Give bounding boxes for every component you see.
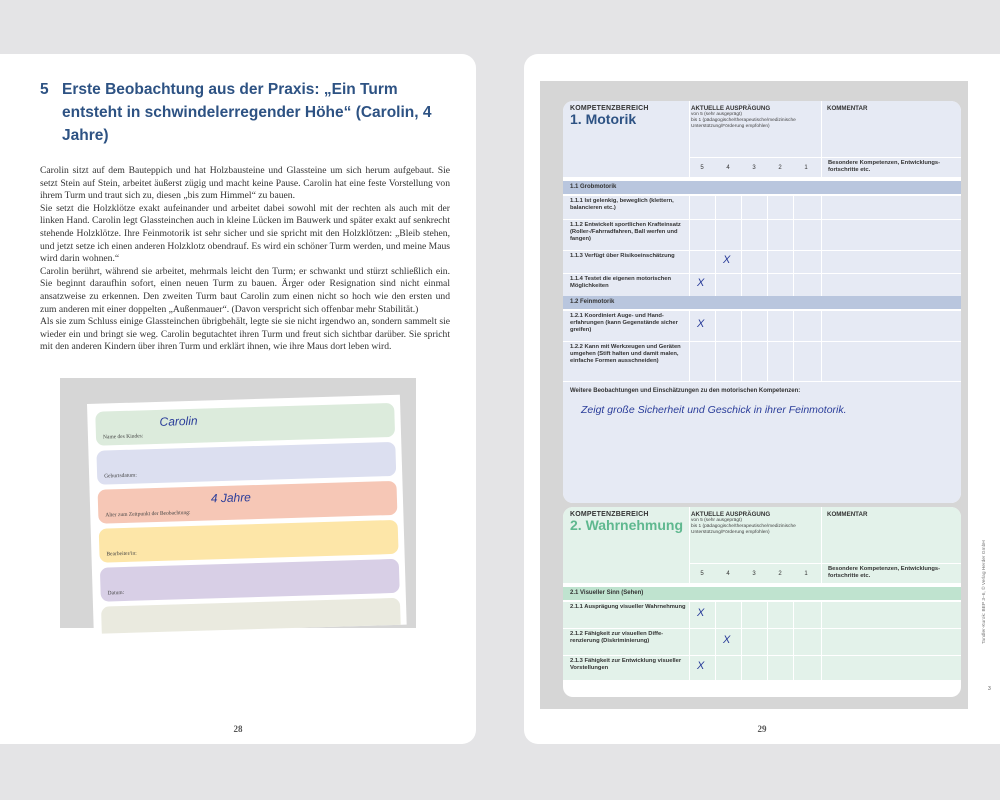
- side-number: 3: [988, 686, 991, 692]
- scale-row: [689, 157, 961, 178]
- rating-mark: X: [697, 660, 705, 672]
- kommentar-header: KOMMENTAR: [827, 105, 868, 112]
- comment-cell: [821, 196, 961, 219]
- rating-cell: [715, 602, 741, 628]
- paragraph: Als sie zum Schluss einige Glassteinchen übrigbehält, legte sie sie nicht irgendwo an, sondern sammelt sie wieder ein und bringt sie weg. Carolin begutachtet ihren Turm und freut sich sichtbar darüber. Sie spricht mit den anderen Kindern über ihren Turm und erklärt ihnen, wie ihre Maus dort leben wird.: [40, 316, 450, 353]
- worksheet-motorik: [563, 101, 961, 503]
- chapter-heading: [40, 78, 450, 147]
- item-row: [563, 601, 961, 628]
- rating-cell: [741, 274, 767, 296]
- comment-cell: [821, 602, 961, 628]
- rating-cells: [689, 656, 961, 680]
- kompetenzbereich-title: 2. Wahrnehmung: [570, 517, 684, 533]
- besondere-label: Besondere Kompetenzen, Entwicklungsfortschritte etc.: [828, 160, 941, 173]
- item-row: [563, 655, 961, 680]
- rating-cell: [767, 196, 793, 219]
- rating-cell: [715, 196, 741, 219]
- form-field-label: Geburtsdatum:: [104, 472, 137, 480]
- auspraegung-scale-top: von 5 (sehr ausgeprägt): [691, 112, 742, 117]
- scale-value: 2: [778, 571, 782, 577]
- item-label: 1.2.1 Koordiniert Auge- und Handerfahrungen (kann Gegenstände sicher greifen): [570, 313, 678, 333]
- scale-value: 1: [804, 165, 808, 171]
- rating-mark: X: [697, 607, 705, 619]
- item-row: [563, 310, 961, 341]
- rating-cell: [793, 196, 819, 219]
- item-row: [563, 195, 961, 219]
- form-field-label: Alter zum Zeitpunkt der Beobachtung:: [105, 509, 191, 519]
- rating-cell: [741, 342, 767, 381]
- scale-value: 4: [726, 571, 730, 577]
- rating-cells: [689, 311, 961, 341]
- comment-cell: [821, 629, 961, 655]
- rating-cells: [689, 629, 961, 655]
- item-label: 1.1.4 Testet die eigenen motorischen Möglichkeiten: [570, 276, 672, 289]
- rating-cells: [689, 602, 961, 628]
- rating-cell: [793, 602, 819, 628]
- page-number-left: 28: [233, 724, 243, 734]
- item-label: 1.1.2 Entwickelt sportlichen Krafteinsatz (Roller-/Fahrradfahren, Ball werfen und fangen): [570, 222, 681, 242]
- item-row: [563, 273, 961, 296]
- rating-cell: [689, 220, 715, 250]
- rating-cell: [741, 656, 767, 680]
- form-row: [96, 442, 396, 485]
- rating-cell: [741, 629, 767, 655]
- kompetenzbereich-title: 1. Motorik: [570, 111, 637, 127]
- rating-cell: [741, 602, 767, 628]
- rating-cells: [689, 274, 961, 296]
- rating-mark: X: [697, 318, 705, 330]
- rating-cell: [767, 656, 793, 680]
- rating-cell: [793, 656, 819, 680]
- rating-cells: [689, 196, 961, 219]
- rating-cell: [689, 196, 715, 219]
- handwritten-note: Zeigt große Sicherheit und Geschick in ihrer Feinmotorik.: [581, 404, 847, 416]
- item-row: [563, 628, 961, 655]
- rating-cells: [689, 342, 961, 381]
- besondere-label: Besondere Kompetenzen, Entwicklungsfortschritte etc.: [828, 566, 941, 579]
- rating-cell: [793, 220, 819, 250]
- auspraegung-header: [691, 105, 821, 130]
- item-label: 2.1.1 Ausprägung visueller Wahrnehmung: [570, 604, 686, 610]
- kompetenzbereich-label: KOMPETENZBEREICH: [570, 105, 649, 112]
- chapter-title: Erste Beobachtung aus der Praxis: „Ein Turm entsteht in schwindelerregender Höhe“ (Carolin, 4 Jahre): [62, 81, 432, 144]
- comment-cell: [821, 220, 961, 250]
- rating-mark: X: [697, 277, 705, 289]
- rating-cell: [767, 251, 793, 273]
- section-bar: 1.1 Grobmotorik: [563, 181, 961, 194]
- comment-cell: [821, 342, 961, 381]
- rating-cell: [715, 220, 741, 250]
- rating-cell: [793, 251, 819, 273]
- scale-value: 4: [726, 165, 730, 171]
- section-bar: 1.2 Feinmotorik: [563, 296, 961, 309]
- scale-value: 1: [804, 571, 808, 577]
- comment-cell: [821, 274, 961, 296]
- paragraph: Carolin berührt, während sie arbeitet, mehrmals leicht den Turm; er schwankt und stürzt schließlich ein. Sie beginnt daraufhin sofort, einen neuen Turm zu bauen. Ärger oder Resignation sind nicht einmal ansatzweise zu erkennen. Den zweiten Turm baut Carolin zum einen nicht so hoch wie den ersten und zum anderen mit einer doppelten „Außenmauer“. (Davon verspricht sich offenbar mehr Stabilität.): [40, 265, 450, 315]
- worksheet-photo: [540, 81, 968, 709]
- section-bar: 2.1 Visueller Sinn (Sehen): [563, 587, 961, 600]
- rating-cells: [689, 220, 961, 250]
- worksheet-wahrnehmung: [563, 507, 961, 697]
- scale-value: 5: [700, 571, 704, 577]
- rating-cell: [793, 342, 819, 381]
- rating-cell: [767, 629, 793, 655]
- item-label: 1.2.2 Kann mit Werkzeugen und Geräten umgehen (Stift halten und damit malen, einfache Formen ausschneiden): [570, 344, 681, 364]
- form-row: [100, 559, 400, 602]
- chapter-number: 5: [40, 81, 49, 98]
- form-row: [98, 481, 398, 524]
- form-field-label: Datum:: [107, 589, 125, 597]
- weitere-label: Weitere Beobachtungen und Einschätzungen zu den motorischen Kompetenzen:: [570, 388, 801, 394]
- auspraegung-scale-bottom: bis 1 (pädagogische/therapeutische/medizinische Unterstützung/Förderung empfohlen): [691, 118, 796, 129]
- rating-cell: [741, 220, 767, 250]
- rating-cell: [767, 220, 793, 250]
- form-field-label: Bearbeiter/in:: [106, 550, 137, 558]
- child-info-form: [87, 395, 407, 634]
- rating-cell: [715, 274, 741, 296]
- item-row: [563, 219, 961, 250]
- scale-value: 2: [778, 165, 782, 171]
- rating-cell: [741, 311, 767, 341]
- observation-text: [40, 165, 450, 354]
- comment-cell: [821, 251, 961, 273]
- rating-cell: [715, 656, 741, 680]
- sheet-header: [563, 101, 961, 178]
- auspraegung-title: AKTUELLE AUSPRÄGUNG: [691, 105, 771, 112]
- weitere-beobachtungen: [563, 381, 961, 503]
- kompetenzbereich-label: KOMPETENZBEREICH: [570, 511, 649, 518]
- rating-cell: [741, 251, 767, 273]
- scale-value: 3: [752, 571, 756, 577]
- form-row: [99, 520, 399, 563]
- rating-mark: X: [723, 634, 731, 646]
- sheet-header: [563, 507, 961, 584]
- paragraph: Carolin sitzt auf dem Bauteppich und hat Holzbausteine und Glassteine um sich herum aufgebaut. Sie setzt Stein auf Stein, arbeitet äußerst zügig und macht keine Pause. Carolin hat eine feste Vorstellung von ihrem Turm und traut sich zu, diesen „bis zum Himmel“ zu bauen.: [40, 165, 450, 202]
- item-label: 1.1.3 Verfügt über Risikoeinschätzung: [570, 253, 675, 259]
- rating-cell: [689, 342, 715, 381]
- rating-cell: [793, 311, 819, 341]
- kompetenzbereich-block: [570, 511, 683, 533]
- rating-cell: [767, 342, 793, 381]
- scale-value: 5: [700, 165, 704, 171]
- rating-cell: [767, 274, 793, 296]
- rating-cells: [689, 251, 961, 273]
- form-photo: [60, 378, 416, 628]
- auspraegung-scale-bottom: bis 1 (pädagogische/therapeutische/medizinische Unterstützung/Förderung empfohlen): [691, 524, 796, 535]
- page-number-right: 29: [757, 724, 767, 734]
- form-field-value: 4 Jahre: [210, 490, 252, 506]
- kompetenzbereich-block: [570, 105, 649, 127]
- auspraegung-title: AKTUELLE AUSPRÄGUNG: [691, 511, 771, 518]
- form-field-value: Carolin: [159, 413, 198, 429]
- scale-row: [689, 563, 961, 584]
- right-page: [524, 54, 1000, 744]
- side-credit: Tandler-Kurok: BEP 3–6, © Verlag Herder GmbH: [982, 540, 987, 644]
- scale-value: 3: [752, 165, 756, 171]
- item-label: 2.1.2 Fähigkeit zur visuellen Differenzierung (Diskriminierung): [570, 631, 664, 644]
- rating-cell: [741, 196, 767, 219]
- item-label: 2.1.3 Fähigkeit zur Entwicklung visueller Vorstellungen: [570, 658, 682, 671]
- form-field-label: Name des Kindes:: [102, 433, 144, 441]
- rating-cell: [767, 311, 793, 341]
- rating-cell: [689, 629, 715, 655]
- comment-cell: [821, 311, 961, 341]
- auspraegung-header: [691, 511, 821, 536]
- rating-cell: [715, 311, 741, 341]
- rating-cell: [793, 629, 819, 655]
- form-row: [95, 403, 395, 446]
- rating-cell: [689, 251, 715, 273]
- rating-cell: [793, 274, 819, 296]
- paragraph: Sie setzt die Holzklötze exakt aufeinander und arbeitet dabei sowohl mit der rechten als auch mit der linken Hand. Carolin legt Glassteinchen auch in kleine Lücken im Bauwerk und später exakt auf senkrecht stehende Holzklötze. Ihre Feinmotorik ist sehr sicher und sie spricht mit den Holzklötzen: „Bleib stehen, und jetzt setze ich einen anderen Holzklotz obendrauf. Es wird ein schöner Turm werden, und meine Maus wird darin wohnen.“: [40, 202, 450, 265]
- rating-cell: [767, 602, 793, 628]
- item-label: 1.1.1 Ist gelenkig, beweglich (klettern, balancieren etc.): [570, 198, 674, 211]
- item-row: [563, 250, 961, 273]
- comment-cell: [821, 656, 961, 680]
- rating-cell: [715, 342, 741, 381]
- item-row: [563, 341, 961, 381]
- rating-mark: X: [723, 254, 731, 266]
- kommentar-header: KOMMENTAR: [827, 511, 868, 518]
- auspraegung-scale-top: von 5 (sehr ausgeprägt): [691, 518, 742, 523]
